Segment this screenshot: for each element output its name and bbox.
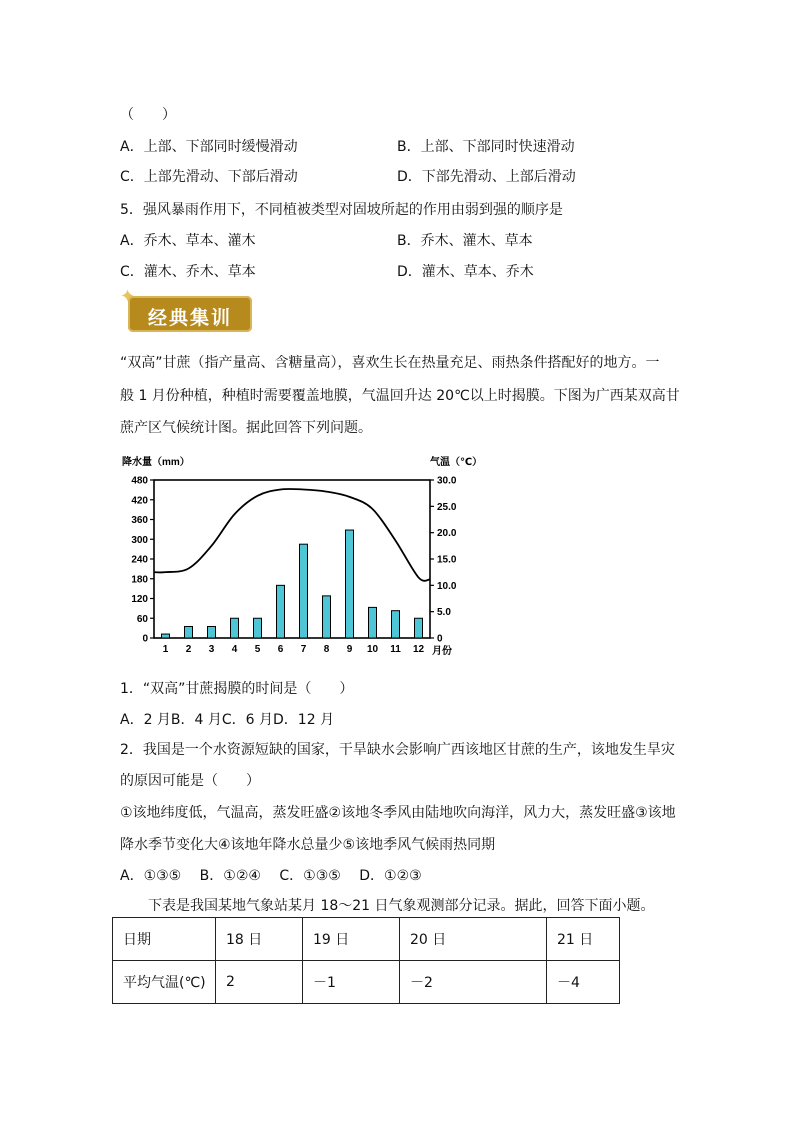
table-cell: 2 (216, 961, 303, 1004)
precipitation-bar (323, 596, 331, 638)
y-left-tick-label: 120 (131, 594, 148, 605)
y-right-tick-label: 30.0 (437, 475, 457, 487)
precipitation-bar (231, 618, 239, 638)
question-paren: （ ） (120, 107, 176, 123)
table-cell: －1 (303, 961, 400, 1004)
precipitation-bar (254, 618, 262, 638)
y-left-tick-label: 300 (131, 534, 148, 546)
y-right-tick-label: 15.0 (437, 554, 457, 566)
y-right-tick-label: 0 (437, 633, 443, 645)
precipitation-bar (300, 544, 308, 638)
table-header-row (113, 918, 620, 961)
table-header-cell: 20 日 (400, 918, 547, 961)
question-2-statement-1: ①该地纬度低，气温高，蒸发旺盛②该地冬季风由陆地吹向海洋，风力大，蒸发旺盛③该地 (120, 805, 676, 821)
y-left-tick-label: 480 (131, 475, 148, 487)
x-tick-label: 5 (254, 644, 261, 655)
q5-option-b: B．乔木、灌木、草本 (397, 233, 533, 249)
y-left-tick-label: 420 (131, 495, 148, 507)
y-right-tick-label: 25.0 (437, 501, 457, 513)
y-right-tick-label: 10.0 (437, 580, 457, 592)
option-c: C．上部先滑动、下部后滑动 (120, 169, 298, 185)
question-2-stem-1: 2．我国是一个水资源短缺的国家，干旱缺水会影响广西该地区甘蔗的生产，该地发生旱灾 (120, 742, 675, 758)
q5-option-c: C．灌木、乔木、草本 (120, 264, 256, 280)
y-left-tick-label: 240 (131, 554, 148, 566)
intro-line-2: 般 1 月份种植，种植时需要覆盖地膜，气温回升达 20℃以上时揭膜。下图为广西某双高甘 (120, 388, 680, 404)
option-d: D．下部先滑动、上部后滑动 (397, 169, 576, 185)
question-2-stem-2: 的原因可能是（ ） (120, 773, 260, 789)
x-axis-unit: 月份 (432, 646, 452, 657)
weather-table (112, 917, 620, 1004)
question-5-stem: 5．强风暴雨作用下，不同植被类型对固坡所起的作用由弱到强的顺序是 (120, 202, 563, 218)
y-right-tick-label: 5.0 (437, 607, 451, 619)
x-tick-label: 6 (277, 644, 284, 655)
y-left-tick-label: 60 (136, 613, 148, 625)
precipitation-bar (208, 626, 216, 638)
table-header-cell: 21 日 (547, 918, 620, 961)
table-cell: 平均气温(℃) (113, 961, 216, 1004)
precipitation-bar (185, 626, 193, 638)
x-tick-label: 7 (300, 644, 307, 655)
table-header-cell: 日期 (113, 918, 216, 961)
precipitation-bar (369, 607, 377, 638)
table-header-cell: 18 日 (216, 918, 303, 961)
precipitation-bar (346, 530, 354, 638)
intro-line-1: “双高”甘蔗（指产量高、含糖量高），喜欢生长在热量充足、雨热条件搭配好的地方。一 (120, 355, 660, 371)
x-tick-label: 3 (208, 644, 215, 655)
section-badge-label: 经典集训 (147, 307, 232, 329)
x-tick-label: 4 (231, 644, 238, 655)
table-cell: －2 (400, 961, 547, 1004)
q5-option-a: A．乔木、草本、灌木 (120, 233, 256, 249)
section-badge (128, 296, 252, 332)
precipitation-bar (162, 634, 170, 638)
question-2-statement-2: 降水季节变化大④该地年降水总量少⑤该地季风气候雨热同期 (120, 837, 496, 853)
x-tick-label: 2 (185, 644, 192, 655)
precipitation-bar (392, 611, 400, 638)
y-right-tick-label: 20.0 (437, 528, 457, 540)
intro-line-3: 蔗产区气候统计图。据此回答下列问题。 (120, 420, 372, 436)
q5-option-d: D．灌木、草本、乔木 (397, 264, 534, 280)
x-tick-label: 12 (412, 644, 425, 655)
precipitation-bar (415, 618, 423, 638)
x-tick-label: 8 (323, 644, 330, 655)
table-row (113, 961, 620, 1004)
star-icon: ✦ (120, 286, 136, 307)
question-2-options: A．①③⑤ B．①②④ C．①③⑤ D．①②③ (120, 868, 422, 884)
x-tick-label: 9 (346, 644, 353, 655)
plot-frame (154, 480, 430, 638)
y-right-axis-label: 气温（℃） (430, 457, 483, 468)
temperature-line (154, 489, 430, 581)
question-1-options: A．2 月B．4 月C．6 月D．12 月 (120, 712, 335, 728)
option-a: A．上部、下部同时缓慢滑动 (120, 139, 298, 155)
table-cell: －4 (547, 961, 620, 1004)
x-tick-label: 11 (390, 644, 401, 655)
y-left-axis-label: 降水量（mm） (122, 457, 190, 468)
y-left-tick-label: 360 (131, 515, 148, 526)
table-header-cell: 19 日 (303, 918, 400, 961)
precipitation-bar (277, 585, 285, 638)
x-tick-label: 10 (366, 644, 379, 655)
y-left-tick-label: 0 (142, 633, 148, 645)
climate-chart (118, 448, 483, 666)
option-b: B．上部、下部同时快速滑动 (397, 139, 575, 155)
question-1-stem: 1．“双高”甘蔗揭膜的时间是（ ） (120, 681, 354, 697)
x-tick-label: 1 (162, 644, 169, 655)
table-intro: 下表是我国某地气象站某月 18～21 日气象观测部分记录。据此，回答下面小题。 (148, 898, 655, 914)
y-left-tick-label: 180 (131, 574, 148, 586)
